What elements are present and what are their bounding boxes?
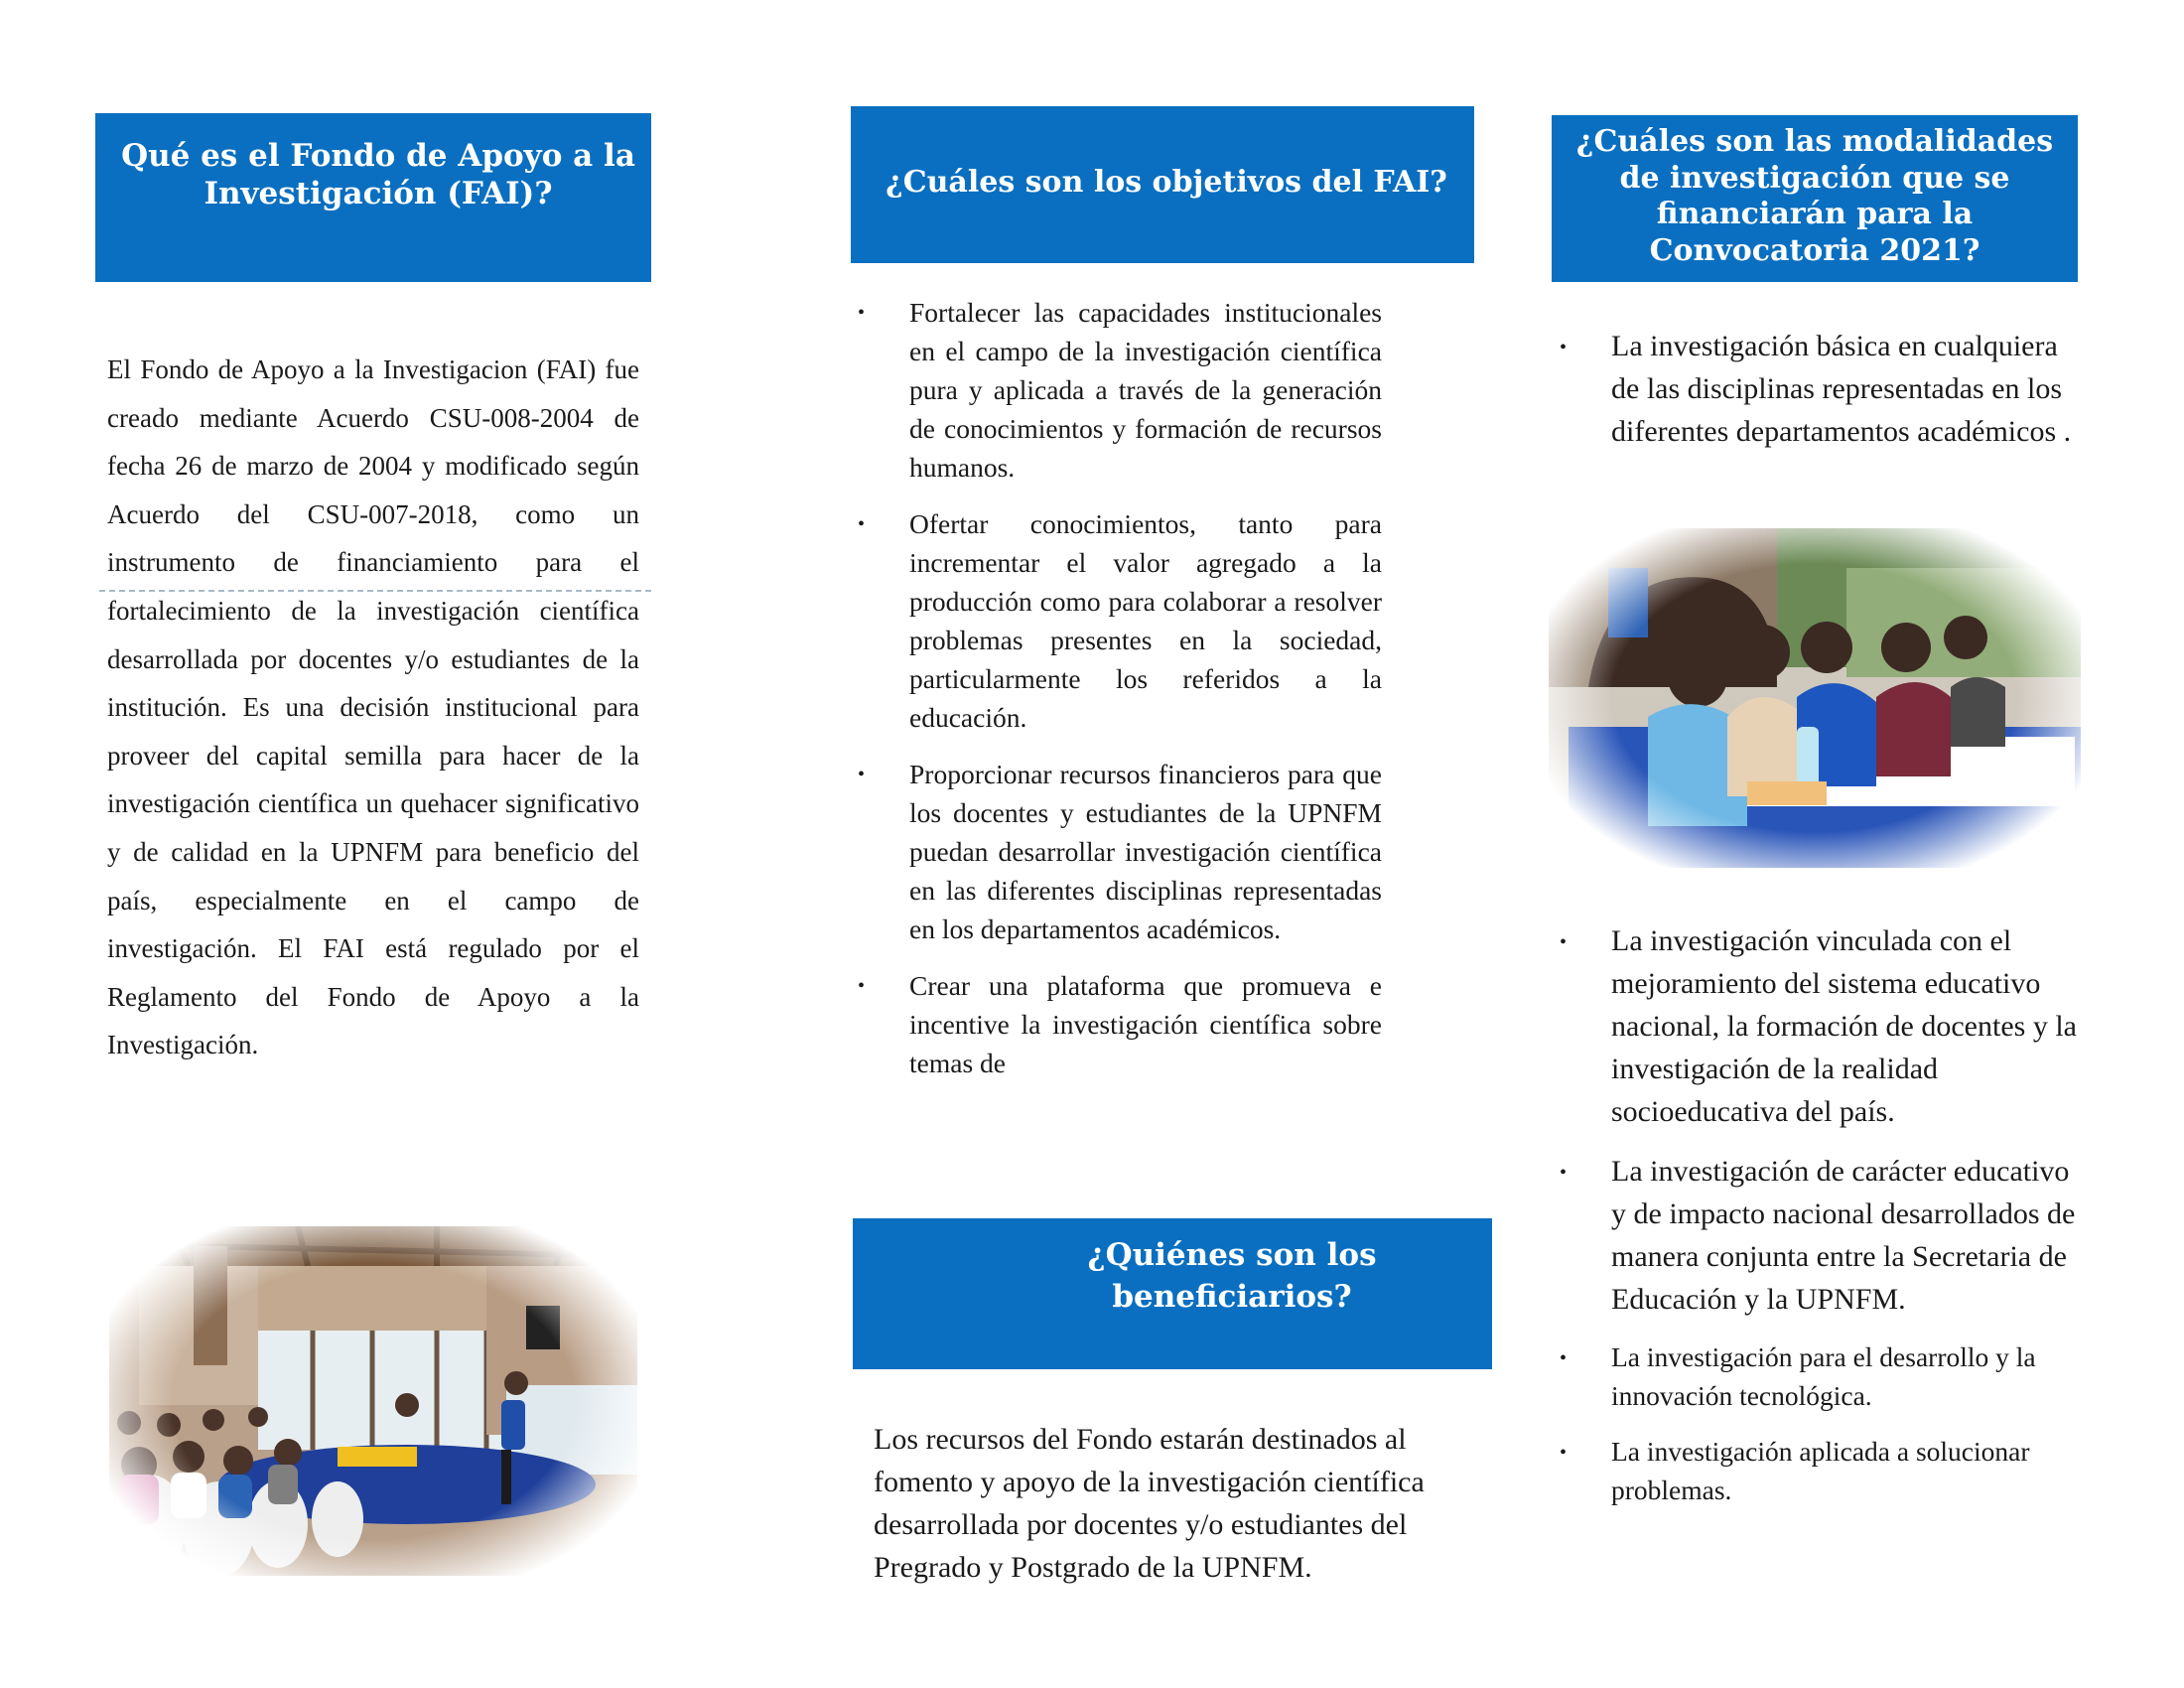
list-item: • Ofertar conocimientos, tanto para incrementar el valor agregado a la producción como para colaborar a resolver problemas presentes en la sociedad, particularmente los referidos a la educación. (858, 508, 1382, 733)
auditorium-photo (109, 1226, 637, 1576)
list-item: • La investigación de carácter educativo y de impacto nacional desarrollados de manera conjunta entre la Secretaria de Educación y la UPNFM. (1560, 1155, 2076, 1316)
objectives-heading-box (851, 106, 1474, 263)
beneficiaries-heading-box (853, 1218, 1492, 1369)
objectives-list (854, 293, 1382, 1100)
workshop-illustration (1549, 528, 2081, 868)
fai-definition-heading: Qué es el Fondo de Apoyo a la Investigación (FAI)? (121, 138, 635, 211)
workshop-photo (1549, 528, 2081, 868)
dashed-divider (99, 590, 651, 592)
list-item: • La investigación aplicada a solucionar problemas. (1560, 1436, 2030, 1505)
beneficiaries-heading: ¿Quiénes son los beneficiarios? (1087, 1237, 1377, 1315)
beneficiaries-text: Los recursos del Fondo estarán destinados al fomento y apoyo de la investigación científica desarrollada por docentes y/o estudiantes del Pregrado y Postgrado de la UPNFM. (874, 1423, 1425, 1584)
list-item: • La investigación para el desarrollo y la innovación tecnológica. (1560, 1341, 2036, 1411)
list-item: • Fortalecer las capacidades institucionales en el campo de la investigación científica pura y aplicada a través de la generación de conocimientos y formación de recursos humanos. (858, 297, 1382, 483)
list-item: • Proporcionar recursos financieros para que los docentes y estudiantes de la UPNFM puedan desarrollar investigación científica en las diferentes disciplinas representadas en los departamentos académicos. (858, 759, 1382, 944)
modalities-list-bottom (1552, 919, 2088, 1526)
fai-definition-heading-box (95, 113, 651, 282)
modalities-heading: ¿Cuáles son las modalidades de investigación que se financiarán para la Convocatoria 2021? (1575, 124, 2054, 268)
objectives-heading: ¿Cuáles son los objetivos del FAI? (886, 165, 1447, 200)
list-item: • Crear una plataforma que promueva e incentive la investigación científica sobre temas de (858, 970, 1382, 1078)
list-item: • La investigación vinculada con el mejoramiento del sistema educativo nacional, la formación de docentes y la investigación de la realidad socioeducativa del país. (1560, 924, 2077, 1128)
auditorium-illustration (109, 1226, 637, 1576)
fai-definition-text: El Fondo de Apoyo a la Investigacion (FAI) fue creado mediante Acuerdo CSU-008-2004 de fecha 26 de marzo de 2004 y modificado según Acuerdo del CSU-007-2018, como un instrumento de financiamiento para el fortalecimiento de la investigación científica desarrollada por docentes y/o estudiantes de la institución. Es una decisión institucional para proveer del capital semilla para hacer de la investigación científica un quehacer significativo y de calidad en la UPNFM para beneficio del país, especialmente en el campo de investigación. El FAI está regulado por el Reglamento del Fondo de Apoyo a la Investigación. (107, 354, 639, 1060)
modalities-list-top (1552, 325, 2088, 453)
modalities-heading-box (1552, 115, 2078, 282)
objectives-list-container (854, 278, 1390, 1203)
list-item: • La investigación básica en cualquiera de las disciplinas representadas en los diferentes departamentos académicos . (1560, 330, 2072, 448)
